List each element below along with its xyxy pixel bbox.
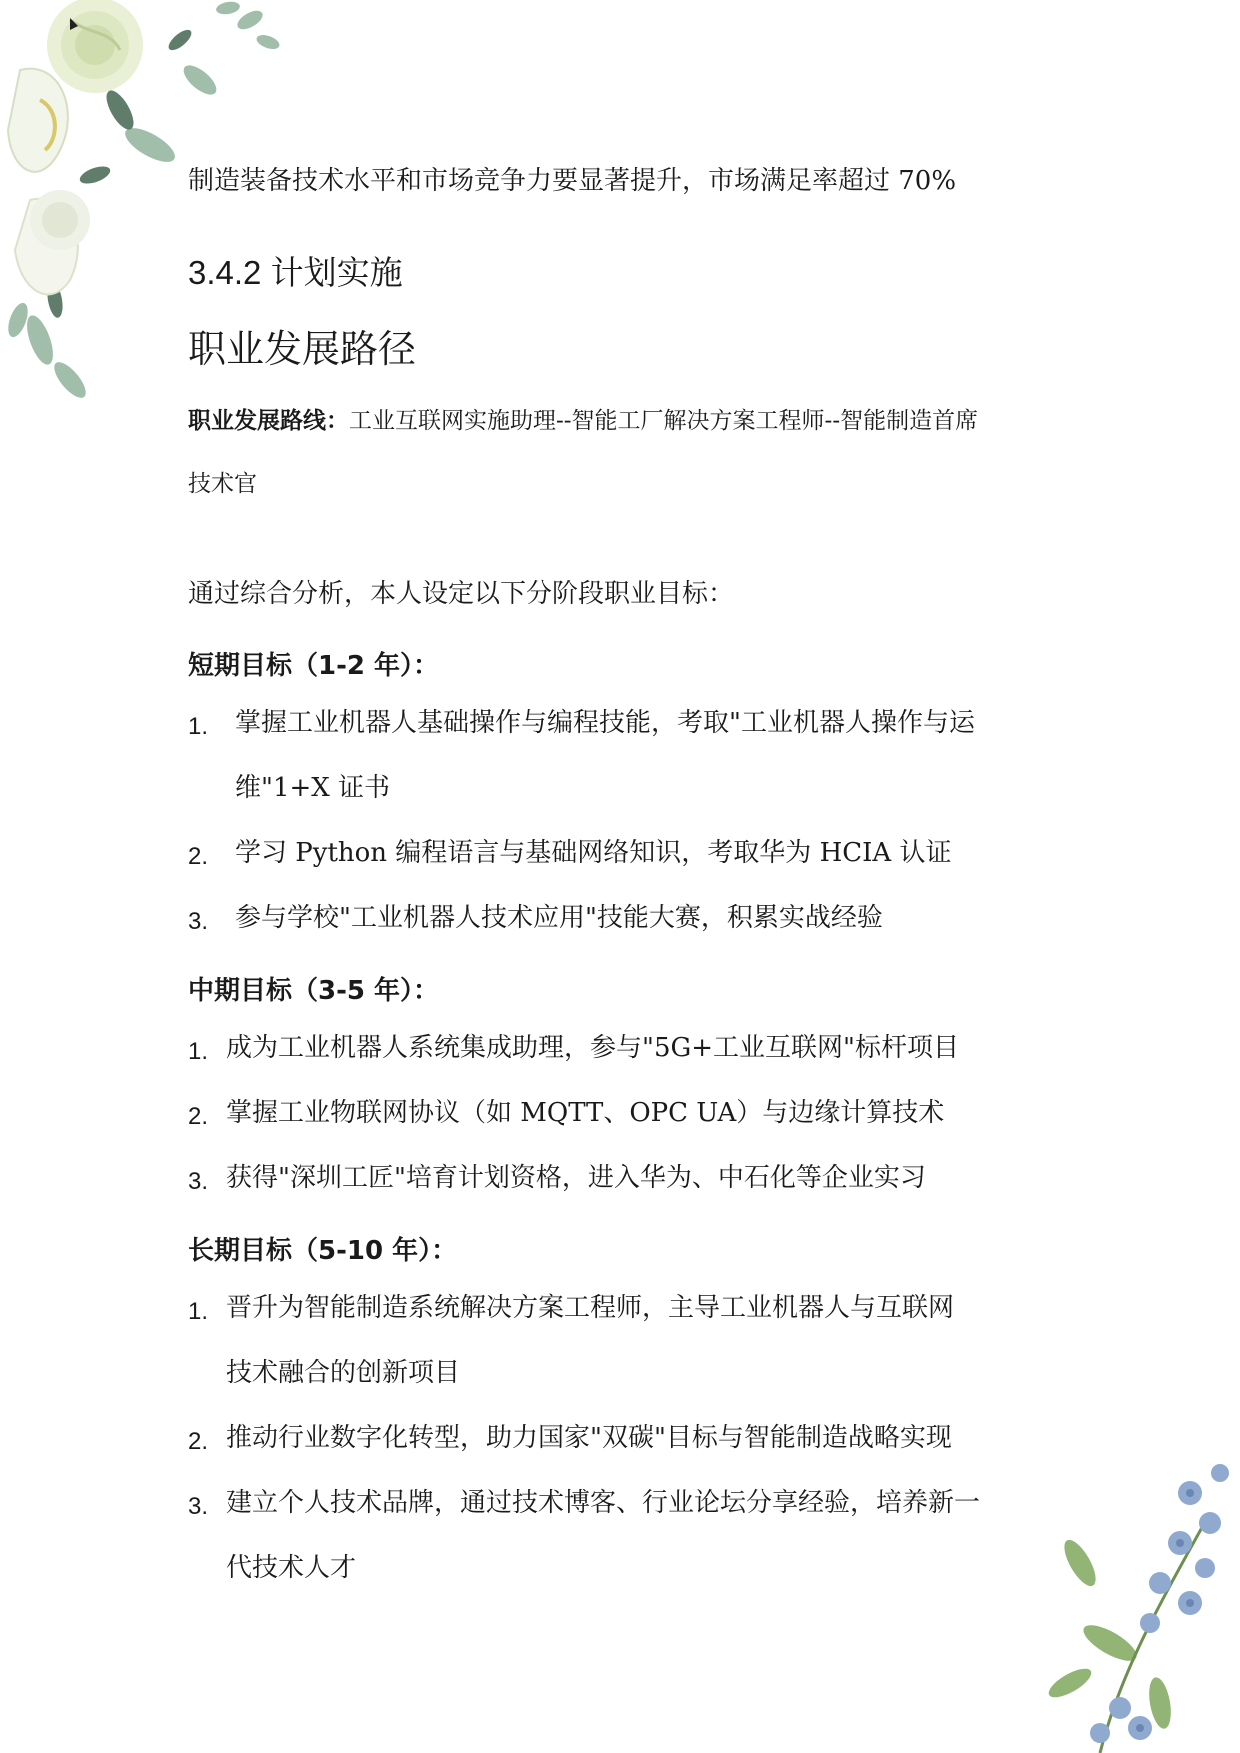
list-item-text: 成为工业机器人系统集成助理，参与"5G+工业互联网"标杆项目 bbox=[226, 1033, 960, 1063]
list-item-text-continued: 代技术人才 bbox=[226, 1553, 357, 1583]
short-term-heading: 短期目标（1-2 年）： bbox=[188, 651, 440, 681]
list-number: 2. bbox=[188, 1428, 209, 1455]
long-term-heading: 长期目标（5-10 年）： bbox=[188, 1236, 458, 1266]
list-item-text: 掌握工业物联网协议（如 MQTT、OPC UA）与边缘计算技术 bbox=[226, 1098, 945, 1128]
list-number: 2. bbox=[188, 1103, 209, 1130]
list-number: 3. bbox=[188, 908, 209, 935]
list-number: 3. bbox=[188, 1493, 209, 1520]
intro-paragraph: 制造装备技术水平和市场竞争力要显著提升，市场满足率超过 70% bbox=[188, 166, 957, 196]
list-number: 1. bbox=[188, 713, 209, 740]
list-item-text: 获得"深圳工匠"培育计划资格，进入华为、中石化等企业实习 bbox=[226, 1163, 926, 1193]
list-number: 3. bbox=[188, 1168, 209, 1195]
list-item-text: 参与学校"工业机器人技术应用"技能大赛，积累实战经验 bbox=[235, 903, 883, 933]
list-number: 1. bbox=[188, 1298, 209, 1325]
section-heading: 3.4.2 计划实施 bbox=[188, 254, 403, 291]
career-route-label: 职业发展路线： bbox=[188, 408, 349, 434]
career-route-line-2: 技术官 bbox=[188, 471, 257, 497]
list-item-text: 建立个人技术品牌，通过技术博客、行业论坛分享经验，培养新一 bbox=[226, 1488, 981, 1518]
career-route-line-1 bbox=[188, 402, 978, 435]
chapter-heading: 职业发展路径 bbox=[188, 327, 417, 371]
list-item-text-continued: 技术融合的创新项目 bbox=[226, 1358, 461, 1388]
goals-summary: 通过综合分析，本人设定以下分阶段职业目标： bbox=[188, 579, 735, 609]
mid-term-heading: 中期目标（3-5 年）： bbox=[188, 976, 440, 1006]
career-route-text: 工业互联网实施助理--智能工厂解决方案工程师--智能制造首席 bbox=[349, 408, 979, 434]
list-item-text: 晋升为智能制造系统解决方案工程师，主导工业机器人与互联网 bbox=[226, 1293, 955, 1323]
list-number: 1. bbox=[188, 1038, 209, 1065]
list-item-text-continued: 维"1+X 证书 bbox=[235, 773, 391, 803]
list-item-text: 推动行业数字化转型，助力国家"双碳"目标与智能制造战略实现 bbox=[226, 1423, 952, 1453]
list-item-text: 学习 Python 编程语言与基础网络知识，考取华为 HCIA 认证 bbox=[235, 838, 952, 868]
list-item-text: 掌握工业机器人基础操作与编程技能，考取"工业机器人操作与运 bbox=[235, 708, 975, 738]
list-number: 2. bbox=[188, 843, 209, 870]
floral-corner-bottom-right-illustration bbox=[1040, 1453, 1240, 1753]
